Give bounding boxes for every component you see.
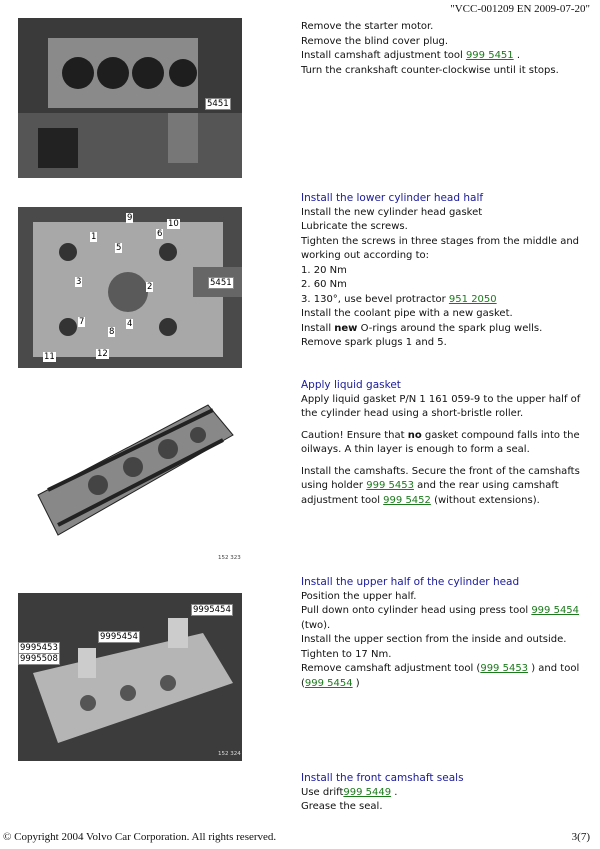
section-liquid-gasket bbox=[301, 378, 591, 508]
section-front-seals bbox=[301, 771, 591, 815]
step-text: Remove camshaft adjustment tool (999 5453 ) and tool (999 5454 ) bbox=[301, 663, 580, 689]
tool-link[interactable]: 951 2050 bbox=[448, 293, 497, 305]
step-text: Grease the seal. bbox=[301, 801, 383, 812]
tool-label: 9995508 bbox=[20, 654, 58, 664]
bolt-label: 8 bbox=[109, 327, 115, 337]
bolt-label: 11 bbox=[44, 352, 55, 362]
upper-cylinder-head-photo bbox=[18, 593, 242, 761]
tool-label: 9995454 bbox=[100, 632, 138, 642]
step-text: 3. 130°, use bevel protractor 951 2050 bbox=[301, 293, 497, 305]
bolt-label: 2 bbox=[147, 282, 153, 292]
bolt-label: 1 bbox=[91, 232, 97, 242]
tool-link[interactable]: 999 5449 bbox=[343, 786, 392, 798]
section-upper-head bbox=[301, 575, 591, 691]
step-text: Lubricate the screws. bbox=[301, 221, 408, 232]
figure-label: 5451 bbox=[210, 278, 232, 288]
figure-label: 5451 bbox=[207, 99, 229, 109]
step-text: Remove spark plugs 1 and 5. bbox=[301, 337, 447, 348]
cylinder-head-bolts-photo bbox=[18, 207, 242, 368]
step-text: Tighten the screws in three stages from the middle and working out according to: bbox=[301, 235, 580, 261]
bolt-label: 4 bbox=[127, 319, 133, 329]
step-text: Pull down onto cylinder head using press tool 999 5454 (two). bbox=[301, 605, 580, 631]
tool-link[interactable]: 999 5453 bbox=[366, 480, 414, 491]
step-text: Tighten to 17 Nm. bbox=[301, 648, 392, 660]
tool-link[interactable]: 999 5454 bbox=[531, 605, 580, 616]
figure-number: 152 324 bbox=[218, 751, 241, 757]
bolt-label: 10 bbox=[168, 219, 179, 229]
page-footer bbox=[0, 831, 590, 845]
caution-text: Caution! Ensure that no gasket compound falls into the oilways. A thin layer is enough to form a seal. bbox=[301, 429, 580, 455]
bolt-label: 5 bbox=[116, 243, 122, 253]
tool-label: 9995454 bbox=[193, 605, 231, 615]
step-text: Install new O-rings around the spark plug wells. bbox=[301, 322, 543, 334]
step-text: Remove the starter motor. bbox=[301, 21, 434, 32]
engine-block-photo bbox=[18, 18, 242, 178]
section-starter-motor bbox=[301, 20, 591, 78]
bolt-label: 9 bbox=[127, 213, 133, 223]
step-text: Install the camshafts. Secure the front of the camshafts using holder 999 5453 and the rear using camshaft adjustment tool 999 5452 (without extensions). bbox=[301, 465, 580, 506]
section-title: Install the lower cylinder head half bbox=[301, 192, 484, 204]
bolt-label: 6 bbox=[157, 229, 163, 239]
bolt-label: 7 bbox=[79, 317, 85, 327]
section-title: Install the upper half of the cylinder head bbox=[301, 576, 520, 588]
bolt-label: 12 bbox=[97, 349, 108, 359]
camshafts-illustration bbox=[18, 385, 242, 570]
tool-link[interactable]: 999 5454 bbox=[304, 677, 353, 689]
figure-number: 152 323 bbox=[218, 555, 241, 561]
tool-link[interactable]: 999 5452 bbox=[383, 494, 431, 506]
bolt-label: 3 bbox=[76, 277, 82, 287]
document-id: "VCC-001209 EN 2009-07-20" bbox=[450, 3, 590, 15]
step-text: Turn the crankshaft counter-clockwise until it stops. bbox=[301, 64, 559, 76]
tool-link[interactable]: 999 5453 bbox=[480, 663, 529, 674]
tool-link[interactable]: 999 5451 bbox=[465, 50, 514, 61]
step-text: Install the upper section from the inside and outside. bbox=[301, 634, 567, 645]
step-text: Use drift999 5449 . bbox=[301, 786, 398, 798]
section-lower-head bbox=[301, 191, 591, 351]
tool-label: 9995453 bbox=[20, 643, 58, 653]
step-text: 1. 20 Nm bbox=[301, 264, 347, 276]
step-text: Install camshaft adjustment tool 999 5451 . bbox=[301, 50, 521, 61]
step-text: Apply liquid gasket P/N 1 161 059-9 to the upper half of the cylinder head using a short-bristle roller. bbox=[301, 393, 581, 419]
step-text: 2. 60 Nm bbox=[301, 279, 347, 290]
copyright-text: © Copyright 2004 Volvo Car Corporation. All rights reserved. bbox=[3, 831, 277, 843]
section-title: Apply liquid gasket bbox=[301, 379, 401, 391]
page-number: 3(7) bbox=[571, 831, 590, 843]
step-text: Remove the blind cover plug. bbox=[301, 35, 449, 47]
step-text: Install the coolant pipe with a new gasket. bbox=[301, 308, 513, 319]
step-text: Position the upper half. bbox=[301, 590, 417, 602]
step-text: Install the new cylinder head gasket bbox=[301, 206, 483, 218]
section-title: Install the front camshaft seals bbox=[301, 772, 464, 784]
